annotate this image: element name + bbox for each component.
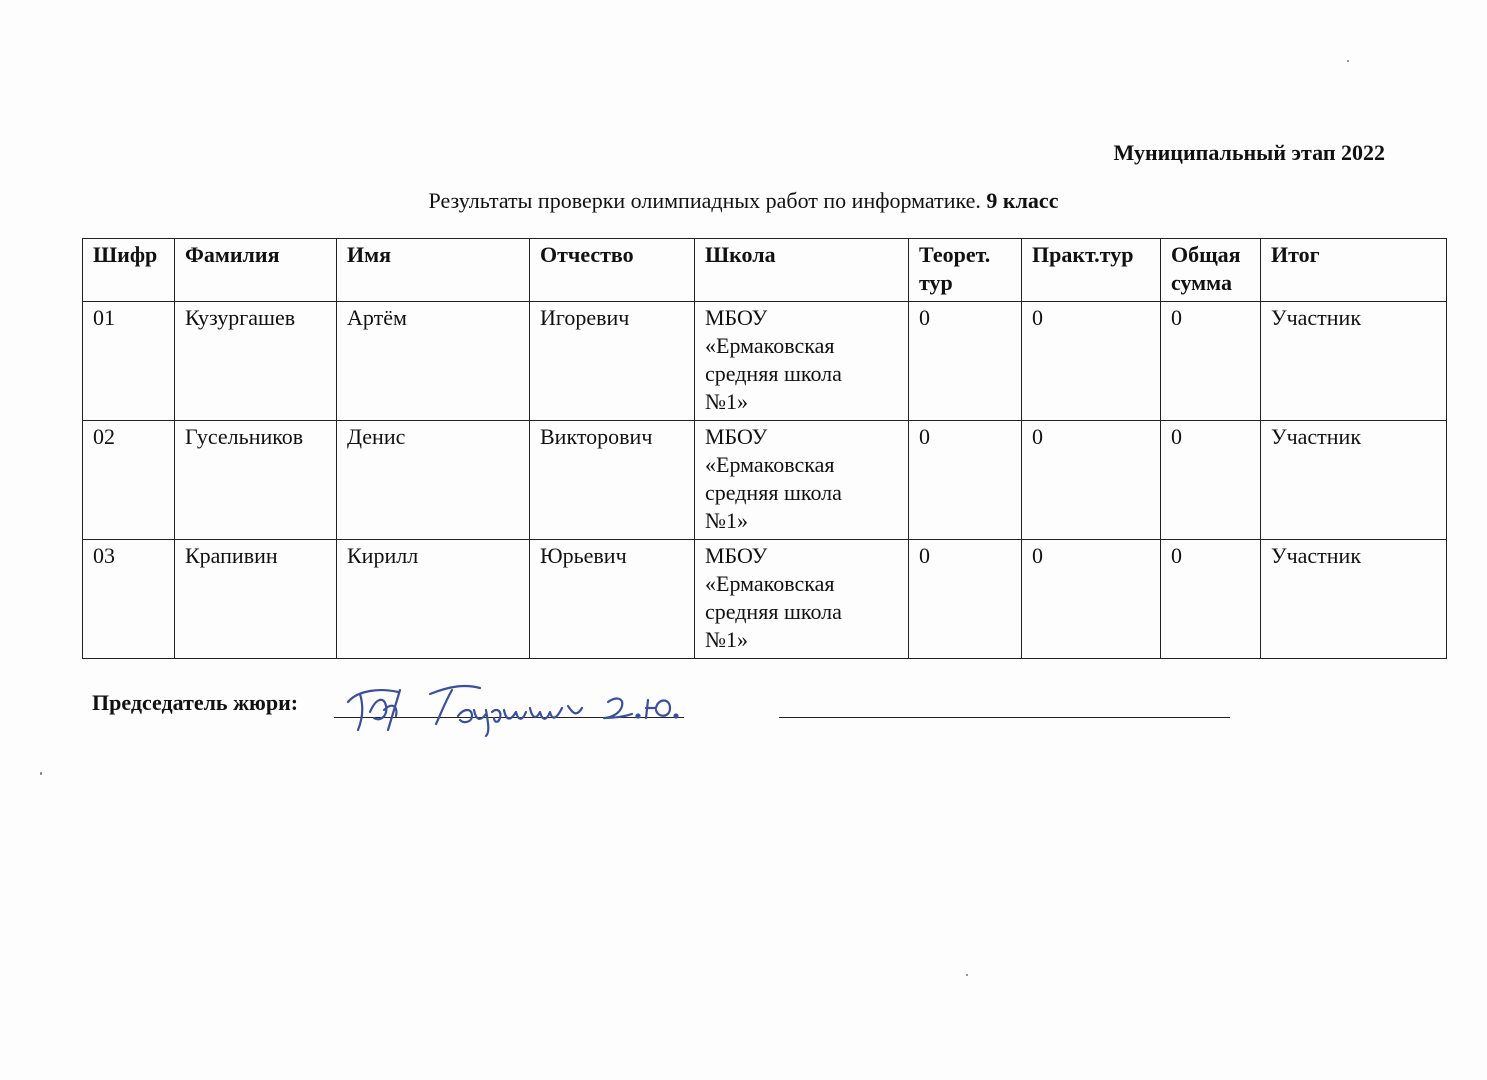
school-line: №1» — [705, 508, 748, 533]
cell-surname: Крапивин — [175, 540, 337, 659]
school-line: МБОУ — [705, 543, 768, 568]
school-line: «Ермаковская — [705, 452, 835, 477]
cell-name: Кирилл — [337, 540, 530, 659]
title-grade: 9 класс — [986, 188, 1059, 213]
col-header-total: Общая сумма — [1161, 239, 1261, 302]
cell-theory: 0 — [909, 540, 1022, 659]
stage-title: Муниципальный этап 2022 — [1113, 140, 1385, 165]
school-line: МБОУ — [705, 305, 768, 330]
cell-patronymic: Викторович — [530, 421, 695, 540]
cell-result: Участник — [1261, 302, 1447, 421]
scan-speck — [1347, 60, 1349, 62]
cell-name: Денис — [337, 421, 530, 540]
document-title — [0, 188, 1487, 214]
scan-speck — [966, 974, 968, 976]
school-line: №1» — [705, 389, 748, 414]
cell-patronymic: Игоревич — [530, 302, 695, 421]
col-header-school: Школа — [695, 239, 909, 302]
school-line: средняя школа — [705, 361, 842, 386]
table-row — [83, 540, 1447, 659]
table-header-row — [83, 239, 1447, 302]
cell-name: Артём — [337, 302, 530, 421]
cell-patronymic: Юрьевич — [530, 540, 695, 659]
table-row — [83, 421, 1447, 540]
cell-surname: Кузургашев — [175, 302, 337, 421]
name-line — [779, 717, 1230, 718]
cell-total: 0 — [1161, 421, 1261, 540]
col-header-practice: Практ.тур — [1022, 239, 1161, 302]
cell-result: Участник — [1261, 421, 1447, 540]
cell-practice: 0 — [1022, 302, 1161, 421]
col-header-patronymic: Отчество — [530, 239, 695, 302]
cell-school — [695, 540, 909, 659]
cell-total: 0 — [1161, 302, 1261, 421]
title-main: Результаты проверки олимпиадных работ по информатике. — [428, 188, 987, 213]
cell-code: 02 — [83, 421, 175, 540]
handwritten-signature — [340, 672, 690, 742]
school-line: «Ермаковская — [705, 333, 835, 358]
cell-theory: 0 — [909, 421, 1022, 540]
cell-surname: Гусельников — [175, 421, 337, 540]
cell-school — [695, 302, 909, 421]
cell-practice: 0 — [1022, 421, 1161, 540]
results-table — [82, 238, 1447, 659]
school-line: «Ермаковская — [705, 571, 835, 596]
col-header-surname: Фамилия — [175, 239, 337, 302]
table-row — [83, 302, 1447, 421]
cell-total: 0 — [1161, 540, 1261, 659]
cell-result: Участник — [1261, 540, 1447, 659]
school-line: средняя школа — [705, 480, 842, 505]
col-header-theory: Теорет. тур — [909, 239, 1022, 302]
scan-speck — [40, 772, 42, 775]
cell-code: 01 — [83, 302, 175, 421]
cell-theory: 0 — [909, 302, 1022, 421]
col-header-code: Шифр — [83, 239, 175, 302]
school-line: средняя школа — [705, 599, 842, 624]
col-header-name: Имя — [337, 239, 530, 302]
jury-chair-label: Председатель жюри: — [92, 690, 299, 715]
cell-school — [695, 421, 909, 540]
cell-practice: 0 — [1022, 540, 1161, 659]
cell-code: 03 — [83, 540, 175, 659]
col-header-result: Итог — [1261, 239, 1447, 302]
school-line: МБОУ — [705, 424, 768, 449]
school-line: №1» — [705, 627, 748, 652]
